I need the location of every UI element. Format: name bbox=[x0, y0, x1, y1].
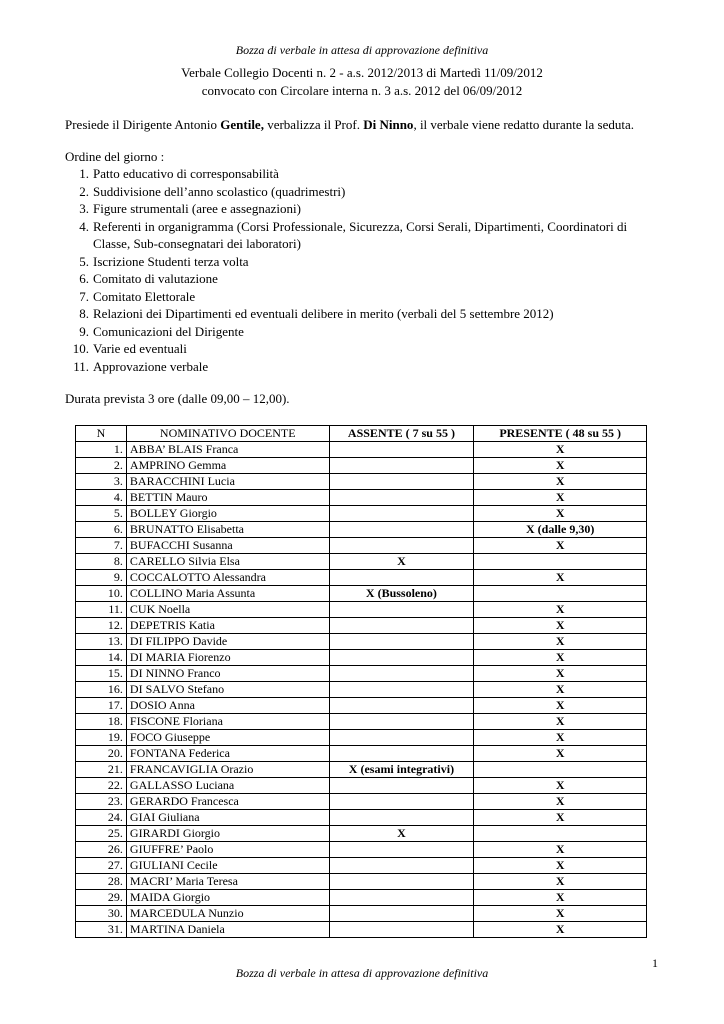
absent-mark bbox=[329, 474, 474, 490]
row-number: 27. bbox=[76, 858, 127, 874]
row-number: 17. bbox=[76, 698, 127, 714]
row-number: 2. bbox=[76, 458, 127, 474]
absent-mark: X (Bussoleno) bbox=[329, 586, 474, 602]
table-row bbox=[76, 538, 647, 554]
teacher-name: ABBA’ BLAIS Franca bbox=[126, 442, 329, 458]
absent-mark bbox=[329, 682, 474, 698]
present-mark: X bbox=[474, 442, 647, 458]
teacher-name: MAIDA Giorgio bbox=[126, 890, 329, 906]
agenda-item-number: 4. bbox=[79, 218, 89, 234]
row-number: 24. bbox=[76, 810, 127, 826]
agenda-item-number: 3. bbox=[79, 201, 89, 216]
agenda-item-text: Figure strumentali (aree e assegnazioni) bbox=[93, 201, 301, 216]
teacher-name: FONTANA Federica bbox=[126, 746, 329, 762]
absent-mark bbox=[329, 810, 474, 826]
row-number: 31. bbox=[76, 922, 127, 938]
table-row bbox=[76, 794, 647, 810]
teacher-name: BOLLEY Giorgio bbox=[126, 506, 329, 522]
agenda-item-text: Approvazione verbale bbox=[93, 358, 209, 374]
agenda-item-text: Referenti in organigramma (Corsi Professionale, Sicurezza, Corsi Serali, Dipartimenti, Coordinatori di Classe, Sub-consegnatari dei laboratori) bbox=[93, 218, 628, 251]
teacher-name: COCCALOTTO Alessandra bbox=[126, 570, 329, 586]
agenda-item bbox=[65, 305, 665, 323]
teacher-name: DI SALVO Stefano bbox=[126, 682, 329, 698]
intro-paragraph bbox=[65, 116, 665, 133]
absent-mark bbox=[329, 842, 474, 858]
table-row bbox=[76, 506, 647, 522]
teacher-name: MACRI’ Maria Teresa bbox=[126, 874, 329, 890]
teacher-name: BRUNATTO Elisabetta bbox=[126, 522, 329, 538]
attendance-table bbox=[75, 425, 647, 938]
absent-mark bbox=[329, 506, 474, 522]
row-number: 8. bbox=[76, 554, 127, 570]
agenda-item-number: 9. bbox=[79, 323, 89, 339]
row-number: 13. bbox=[76, 634, 127, 650]
row-number: 20. bbox=[76, 746, 127, 762]
absent-mark bbox=[329, 666, 474, 682]
teacher-name: BUFACCHI Susanna bbox=[126, 538, 329, 554]
agenda-item-number: 5. bbox=[79, 253, 89, 269]
present-mark: X bbox=[474, 490, 647, 506]
teacher-name: MARCEDULA Nunzio bbox=[126, 906, 329, 922]
table-row bbox=[76, 762, 647, 778]
header-absent: ASSENTE ( 7 su 55 ) bbox=[329, 426, 474, 442]
row-number: 14. bbox=[76, 650, 127, 666]
row-number: 21. bbox=[76, 762, 127, 778]
table-row bbox=[76, 858, 647, 874]
present-mark: X bbox=[474, 666, 647, 682]
teacher-name: DI FILIPPO Davide bbox=[126, 634, 329, 650]
agenda-item-number: 8. bbox=[79, 306, 89, 321]
absent-mark bbox=[329, 698, 474, 714]
teacher-name: GIUFFRE’ Paolo bbox=[126, 842, 329, 858]
present-mark: X bbox=[474, 714, 647, 730]
table-row bbox=[76, 746, 647, 762]
agenda-item bbox=[65, 270, 665, 288]
agenda-item bbox=[65, 165, 665, 183]
footer-draft-note: Bozza di verbale in attesa di approvazione definitiva bbox=[235, 966, 489, 980]
header-present: PRESENTE ( 48 su 55 ) bbox=[474, 426, 647, 442]
present-mark: X bbox=[474, 922, 647, 938]
present-mark: X bbox=[474, 570, 647, 586]
header-draft-note: Bozza di verbale in attesa di approvazione definitiva bbox=[235, 43, 489, 57]
absent-mark bbox=[329, 490, 474, 506]
present-mark bbox=[474, 826, 647, 842]
teacher-name: DEPETRIS Katia bbox=[126, 618, 329, 634]
absent-mark bbox=[329, 778, 474, 794]
table-row bbox=[76, 650, 647, 666]
agenda-item bbox=[65, 340, 665, 358]
present-mark: X bbox=[474, 698, 647, 714]
agenda-item-number: 2. bbox=[79, 183, 89, 199]
teacher-name: GERARDO Francesca bbox=[126, 794, 329, 810]
teacher-name: GIRARDI Giorgio bbox=[126, 826, 329, 842]
teacher-name: COLLINO Maria Assunta bbox=[126, 586, 329, 602]
present-mark: X bbox=[474, 634, 647, 650]
absent-mark bbox=[329, 874, 474, 890]
table-row bbox=[76, 778, 647, 794]
table-row bbox=[76, 682, 647, 698]
table-row bbox=[76, 698, 647, 714]
row-number: 25. bbox=[76, 826, 127, 842]
table-row bbox=[76, 442, 647, 458]
table-row bbox=[76, 458, 647, 474]
present-mark: X bbox=[474, 842, 647, 858]
agenda-item-number: 6. bbox=[79, 271, 89, 286]
table-row bbox=[76, 490, 647, 506]
row-number: 3. bbox=[76, 474, 127, 490]
agenda-item bbox=[65, 183, 665, 201]
table-row bbox=[76, 554, 647, 570]
agenda-item bbox=[65, 323, 665, 341]
table-row bbox=[76, 602, 647, 618]
absent-mark bbox=[329, 442, 474, 458]
title-line-1: Verbale Collegio Docenti n. 2 - a.s. 2012/2013 di Martedì 11/09/2012 bbox=[181, 65, 543, 80]
absent-mark bbox=[329, 746, 474, 762]
page-number: 1 bbox=[652, 956, 658, 970]
absent-mark: X bbox=[329, 554, 474, 570]
agenda-item-text: Comunicazioni del Dirigente bbox=[93, 323, 244, 339]
agenda-item-number: 7. bbox=[79, 288, 89, 304]
agenda-item bbox=[65, 288, 665, 306]
document-title bbox=[0, 64, 724, 100]
row-number: 10. bbox=[76, 586, 127, 602]
header-name: NOMINATIVO DOCENTE bbox=[126, 426, 329, 442]
secretary-name: Di Ninno bbox=[363, 117, 414, 132]
teacher-name: DOSIO Anna bbox=[126, 698, 329, 714]
row-number: 23. bbox=[76, 794, 127, 810]
absent-mark bbox=[329, 730, 474, 746]
row-number: 18. bbox=[76, 714, 127, 730]
agenda-item-number: 11. bbox=[73, 358, 89, 374]
row-number: 4. bbox=[76, 490, 127, 506]
table-row bbox=[76, 922, 647, 938]
present-mark: X bbox=[474, 458, 647, 474]
agenda-list bbox=[65, 165, 665, 375]
row-number: 1. bbox=[76, 442, 127, 458]
absent-mark bbox=[329, 602, 474, 618]
absent-mark bbox=[329, 618, 474, 634]
agenda-item-text: Comitato Elettorale bbox=[93, 288, 196, 304]
present-mark: X bbox=[474, 874, 647, 890]
row-number: 16. bbox=[76, 682, 127, 698]
intro-text-1: Presiede il Dirigente Antonio bbox=[65, 117, 221, 132]
row-number: 29. bbox=[76, 890, 127, 906]
row-number: 11. bbox=[76, 602, 127, 618]
present-mark: X bbox=[474, 890, 647, 906]
table-row bbox=[76, 810, 647, 826]
absent-mark: X (esami integrativi) bbox=[329, 762, 474, 778]
teacher-name: DI NINNO Franco bbox=[126, 666, 329, 682]
intro-text-3: , il verbale viene redatto durante la seduta. bbox=[413, 117, 634, 132]
present-mark: X (dalle 9,30) bbox=[474, 522, 647, 538]
teacher-name: BETTIN Mauro bbox=[126, 490, 329, 506]
absent-mark bbox=[329, 458, 474, 474]
table-row bbox=[76, 890, 647, 906]
agenda-item bbox=[65, 218, 665, 253]
table-row bbox=[76, 586, 647, 602]
absent-mark: X bbox=[329, 826, 474, 842]
teacher-name: GALLASSO Luciana bbox=[126, 778, 329, 794]
present-mark: X bbox=[474, 506, 647, 522]
chair-name: Gentile, bbox=[220, 117, 264, 132]
teacher-name: FOCO Giuseppe bbox=[126, 730, 329, 746]
present-mark: X bbox=[474, 650, 647, 666]
table-row bbox=[76, 874, 647, 890]
intro-text-2: verbalizza il Prof. bbox=[263, 117, 364, 132]
row-number: 7. bbox=[76, 538, 127, 554]
present-mark bbox=[474, 554, 647, 570]
row-number: 19. bbox=[76, 730, 127, 746]
present-mark: X bbox=[474, 602, 647, 618]
header-number: N bbox=[76, 426, 127, 442]
table-row bbox=[76, 842, 647, 858]
title-line-2: convocato con Circolare interna n. 3 a.s. 2012 del 06/09/2012 bbox=[201, 83, 523, 98]
row-number: 15. bbox=[76, 666, 127, 682]
table-row bbox=[76, 570, 647, 586]
agenda-item bbox=[65, 253, 665, 271]
teacher-name: BARACCHINI Lucia bbox=[126, 474, 329, 490]
table-row bbox=[76, 634, 647, 650]
present-mark: X bbox=[474, 794, 647, 810]
absent-mark bbox=[329, 906, 474, 922]
agenda-item-text: Iscrizione Studenti terza volta bbox=[93, 253, 249, 269]
table-row bbox=[76, 730, 647, 746]
agenda-item-number: 10. bbox=[72, 341, 89, 356]
agenda-item bbox=[65, 358, 665, 376]
present-mark: X bbox=[474, 778, 647, 794]
absent-mark bbox=[329, 650, 474, 666]
absent-mark bbox=[329, 922, 474, 938]
table-row bbox=[76, 522, 647, 538]
row-number: 30. bbox=[76, 906, 127, 922]
absent-mark bbox=[329, 538, 474, 554]
row-number: 9. bbox=[76, 570, 127, 586]
present-mark: X bbox=[474, 682, 647, 698]
present-mark: X bbox=[474, 730, 647, 746]
table-row bbox=[76, 826, 647, 842]
present-mark bbox=[474, 586, 647, 602]
agenda-item-text: Suddivisione dell’anno scolastico (quadrimestri) bbox=[93, 183, 346, 199]
agenda-item-text: Comitato di valutazione bbox=[93, 271, 218, 286]
present-mark: X bbox=[474, 618, 647, 634]
agenda-item-text: Relazioni dei Dipartimenti ed eventuali delibere in merito (verbali del 5 settembre 2012) bbox=[93, 306, 554, 321]
teacher-name: FRANCAVIGLIA Orazio bbox=[126, 762, 329, 778]
present-mark: X bbox=[474, 810, 647, 826]
absent-mark bbox=[329, 714, 474, 730]
table-row bbox=[76, 618, 647, 634]
absent-mark bbox=[329, 570, 474, 586]
agenda-heading: Ordine del giorno : bbox=[65, 149, 165, 164]
row-number: 28. bbox=[76, 874, 127, 890]
teacher-name: MARTINA Daniela bbox=[126, 922, 329, 938]
agenda-item-number: 1. bbox=[79, 166, 89, 181]
row-number: 5. bbox=[76, 506, 127, 522]
table-row bbox=[76, 474, 647, 490]
present-mark: X bbox=[474, 746, 647, 762]
table-row bbox=[76, 906, 647, 922]
teacher-name: GIULIANI Cecile bbox=[126, 858, 329, 874]
present-mark: X bbox=[474, 858, 647, 874]
absent-mark bbox=[329, 634, 474, 650]
teacher-name: CUK Noella bbox=[126, 602, 329, 618]
row-number: 26. bbox=[76, 842, 127, 858]
attendance-header-row bbox=[76, 426, 647, 442]
duration-text: Durata prevista 3 ore (dalle 09,00 – 12,00). bbox=[65, 391, 290, 406]
teacher-name: GIAI Giuliana bbox=[126, 810, 329, 826]
teacher-name: DI MARIA Fiorenzo bbox=[126, 650, 329, 666]
table-row bbox=[76, 666, 647, 682]
teacher-name: CARELLO Silvia Elsa bbox=[126, 554, 329, 570]
absent-mark bbox=[329, 794, 474, 810]
absent-mark bbox=[329, 522, 474, 538]
present-mark bbox=[474, 762, 647, 778]
agenda-item-text: Patto educativo di corresponsabilità bbox=[93, 166, 279, 181]
absent-mark bbox=[329, 890, 474, 906]
present-mark: X bbox=[474, 906, 647, 922]
row-number: 12. bbox=[76, 618, 127, 634]
row-number: 6. bbox=[76, 522, 127, 538]
absent-mark bbox=[329, 858, 474, 874]
present-mark: X bbox=[474, 474, 647, 490]
table-row bbox=[76, 714, 647, 730]
teacher-name: AMPRINO Gemma bbox=[126, 458, 329, 474]
agenda-item-text: Varie ed eventuali bbox=[93, 341, 187, 356]
row-number: 22. bbox=[76, 778, 127, 794]
teacher-name: FISCONE Floriana bbox=[126, 714, 329, 730]
agenda-item bbox=[65, 200, 665, 218]
present-mark: X bbox=[474, 538, 647, 554]
